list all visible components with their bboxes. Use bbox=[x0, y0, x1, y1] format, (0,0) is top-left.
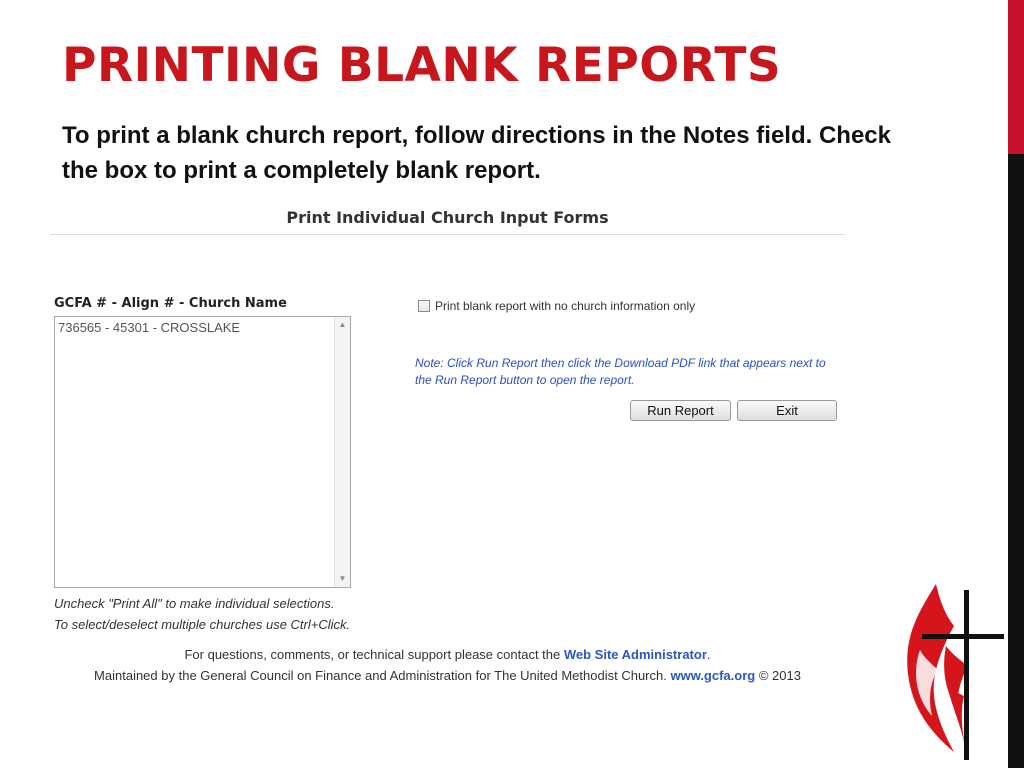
form-title: Print Individual Church Input Forms bbox=[286, 208, 609, 227]
blank-report-option[interactable] bbox=[418, 299, 695, 313]
footer-maintained bbox=[50, 668, 845, 683]
slide-title: PRINTING BLANK REPORTS bbox=[62, 38, 782, 93]
hint-multi-select: To select/deselect multiple churches use Ctrl+Click. bbox=[54, 617, 351, 632]
edge-bar-red bbox=[1008, 0, 1024, 154]
gcfa-link[interactable]: www.gcfa.org bbox=[670, 668, 756, 683]
slide-subtitle: To print a blank church report, follow directions in the Notes field. Check the box to print a completely blank report. bbox=[62, 122, 891, 184]
footer-support bbox=[50, 647, 845, 662]
church-list-header: GCFA # - Align # - Church Name bbox=[54, 296, 287, 311]
scroll-up-arrow-icon[interactable]: ▲ bbox=[338, 320, 347, 329]
form-divider bbox=[50, 234, 845, 235]
blank-report-checkbox[interactable] bbox=[418, 300, 430, 312]
edge-bar-black bbox=[1008, 154, 1024, 768]
run-report-button[interactable]: Run Report bbox=[630, 400, 731, 421]
scroll-down-arrow-icon[interactable]: ▼ bbox=[338, 574, 347, 583]
church-listbox[interactable] bbox=[54, 316, 351, 588]
blank-report-checkbox-label[interactable]: Print blank report with no church information only bbox=[435, 299, 696, 313]
web-site-administrator-link[interactable]: Web Site Administrator bbox=[563, 647, 707, 662]
footer-support-suffix: . bbox=[706, 647, 711, 662]
footer-support-text: For questions, comments, or technical support please contact the bbox=[184, 647, 564, 662]
footer-maintained-text: Maintained by the General Council on Finance and Administration for The United Methodist Church. bbox=[94, 668, 671, 683]
church-list-option[interactable]: 736565 - 45301 - CROSSLAKE bbox=[58, 320, 241, 335]
footer-copyright: © 2013 bbox=[755, 668, 801, 683]
hint-print-all: Uncheck "Print All" to make individual selections. bbox=[54, 596, 335, 611]
exit-button[interactable]: Exit bbox=[737, 400, 837, 421]
listbox-scrollbar[interactable] bbox=[334, 317, 350, 587]
cross-and-flame-icon bbox=[902, 576, 1006, 764]
run-report-note: Note: Click Run Report then click the Download PDF link that appears next to the Run Report button to open the report. bbox=[415, 356, 826, 387]
